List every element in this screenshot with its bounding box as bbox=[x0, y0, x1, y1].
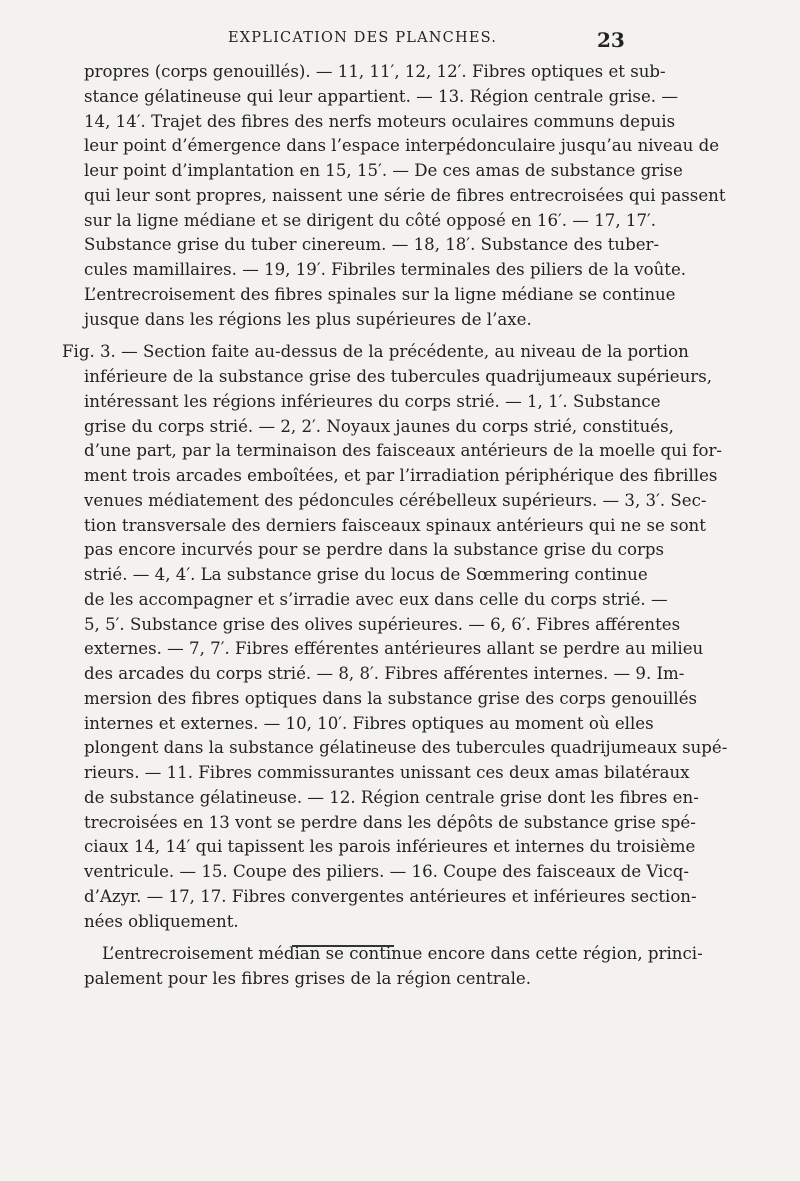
paragraph-conclusion bbox=[84, 942, 703, 992]
text-line: leur point d’émergence dans l’espace interpédonculaire jusqu’au niveau de bbox=[84, 136, 720, 156]
text-line: leur point d’implantation en 15, 15′. — De ces amas de substance grise bbox=[84, 161, 683, 180]
text-line: inférieure de la substance grise des tubercules quadrijumeaux supérieurs, bbox=[84, 367, 713, 386]
text-line: 14, 14′. Trajet des fibres des nerfs moteurs oculaires communs depuis bbox=[84, 111, 676, 131]
closing-rule bbox=[292, 945, 394, 947]
text-line: qui leur sont propres, naissent une série de fibres entrecroisées qui passent bbox=[84, 185, 726, 205]
text-line: L’entrecroisement des fibres spinales sur la ligne médiane se continue bbox=[84, 284, 676, 304]
text-line: des arcades du corps strié. — 8, 8′. Fibres afférentes internes. — 9. Im- bbox=[84, 664, 685, 683]
text-line: tion transversale des derniers faisceaux spinaux antérieurs qui ne se sont bbox=[84, 515, 706, 535]
text-line: trecroisées en 13 vont se perdre dans les dépôts de substance grise spé- bbox=[84, 812, 696, 832]
text-line: de substance gélatineuse. — 12. Région centrale grise dont les fibres en- bbox=[84, 787, 699, 807]
text-line: Substance grise du tuber cinereum. — 18, 18′. Substance des tuber- bbox=[84, 235, 660, 255]
text-line: ciaux 14, 14′ qui tapissent les parois inférieures et internes du troisième bbox=[84, 837, 696, 857]
text-line: d’Azyr. — 17, 17. Fibres convergentes antérieures et inférieures section- bbox=[84, 886, 697, 906]
text-line: rieurs. — 11. Fibres commissurantes unissant ces deux amas bilatéraux bbox=[84, 763, 690, 782]
text-line: externes. — 7, 7′. Fibres efférentes antérieures allant se perdre au milieu bbox=[84, 639, 704, 659]
text-line: strié. — 4, 4′. La substance grise du locus de Sœmmering continue bbox=[84, 565, 648, 584]
text-line: venues médiatement des pédoncules cérébelleux supérieurs. — 3, 3′. Sec- bbox=[84, 490, 707, 510]
paragraph-fig2-continuation bbox=[84, 60, 726, 332]
text-line: 5, 5′. Substance grise des olives supérieures. — 6, 6′. Fibres afférentes bbox=[84, 614, 681, 634]
text-line: jusque dans les régions les plus supérieures de l’axe. bbox=[84, 309, 532, 329]
text-line: grise du corps strié. — 2, 2′. Noyaux jaunes du corps strié, constitués, bbox=[84, 416, 674, 436]
text-line: ventricule. — 15. Coupe des piliers. — 16. Coupe des faisceaux de Vicq- bbox=[84, 862, 689, 881]
text-line: pas encore incurvés pour se perdre dans la substance grise du corps bbox=[84, 540, 665, 560]
page-number: 23 bbox=[597, 28, 625, 52]
text-line: stance gélatineuse qui leur appartient. — 13. Région centrale grise. — bbox=[84, 86, 678, 106]
text-line: mersion des fibres optiques dans la substance grise des corps genouillés bbox=[84, 688, 698, 708]
text-line: palement pour les fibres grises de la région centrale. bbox=[84, 969, 531, 988]
text-line: nées obliquement. bbox=[84, 911, 239, 931]
running-head: EXPLICATION DES PLANCHES. bbox=[228, 30, 498, 46]
text-line: sur la ligne médiane et se dirigent du côté opposé en 16′. — 17, 17′. bbox=[84, 210, 657, 230]
text-line: de les accompagner et s’irradie avec eux dans celle du corps strié. — bbox=[84, 589, 668, 609]
body-text bbox=[62, 60, 728, 992]
text-line: cules mamillaires. — 19, 19′. Fibriles terminales des piliers de la voûte. bbox=[84, 260, 687, 279]
paragraph-fig3 bbox=[62, 340, 728, 934]
text-line: ment trois arcades emboîtées, et par l’irradiation périphérique des fibrilles bbox=[84, 466, 718, 485]
text-line: propres (corps genouillés). — 11, 11′, 12, 12′. Fibres optiques et sub- bbox=[84, 62, 666, 81]
text-line: L’entrecroisement médian se continue encore dans cette région, princi- bbox=[102, 944, 703, 964]
text-line: d’une part, par la terminaison des faisceaux antérieurs de la moelle qui for- bbox=[84, 441, 723, 461]
text-line: plongent dans la substance gélatineuse des tubercules quadrijumeaux supé- bbox=[84, 738, 728, 758]
text-line: intéressant les régions inférieures du corps strié. — 1, 1′. Substance bbox=[84, 391, 661, 411]
fig3-first-line: Fig. 3. — Section faite au-dessus de la précédente, au niveau de la portion bbox=[62, 342, 689, 362]
text-line: internes et externes. — 10, 10′. Fibres optiques au moment où elles bbox=[84, 713, 654, 733]
